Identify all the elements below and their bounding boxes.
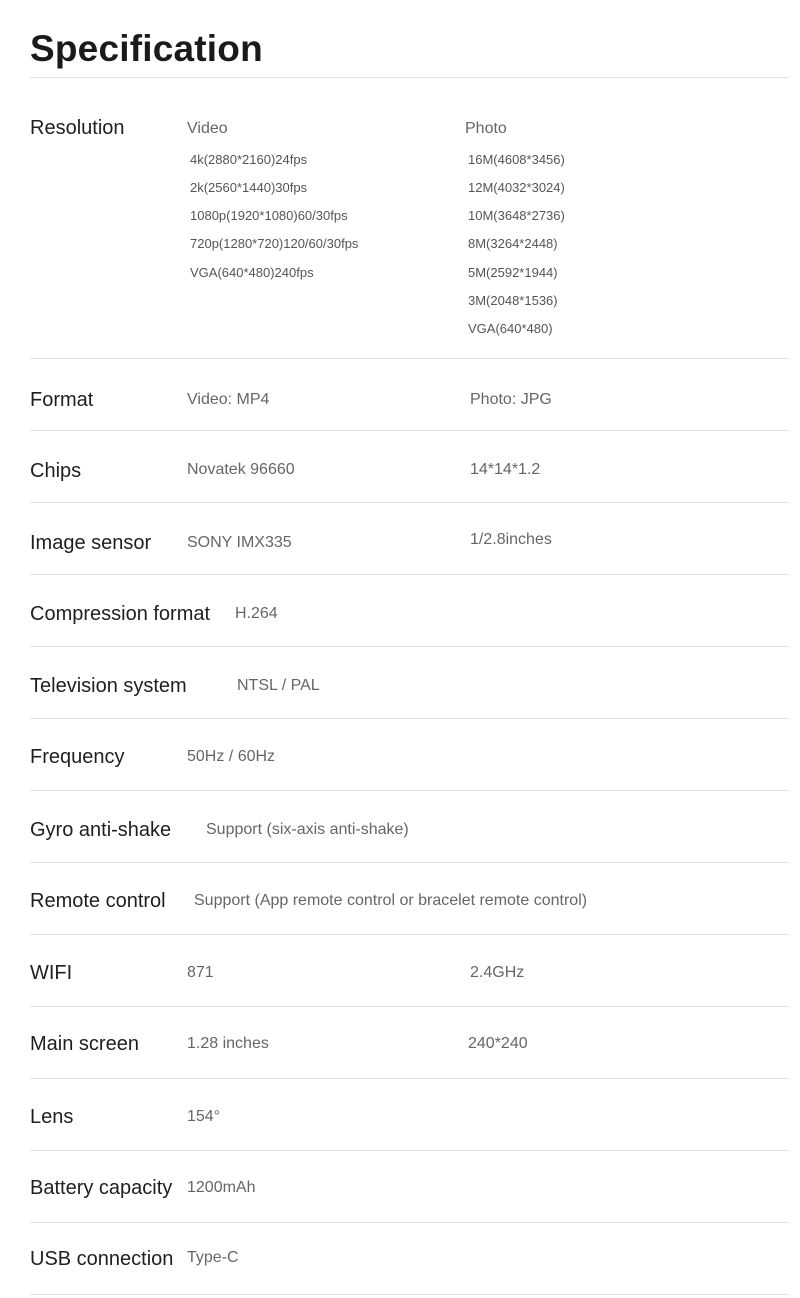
row-divider	[30, 1078, 789, 1079]
resolution-photo-heading: Photo	[465, 120, 507, 137]
spec-label-battery-capacity: Battery capacity	[30, 1177, 173, 1199]
spec-label-television-system: Television system	[30, 675, 187, 697]
video-resolution-item: 1080p(1920*1080)60/30fps	[190, 208, 348, 223]
row-divider	[30, 1294, 789, 1295]
spec-value-battery-capacity: 1200mAh	[187, 1179, 256, 1196]
resolution-video-heading: Video	[187, 120, 228, 137]
spec-label-frequency: Frequency	[30, 746, 125, 768]
spec-value-lens: 154°	[187, 1108, 221, 1125]
video-resolution-item: 4k(2880*2160)24fps	[190, 152, 308, 167]
photo-resolution-item: 5M(2592*1944)	[468, 265, 558, 280]
spec-label-image-sensor: Image sensor	[30, 532, 152, 554]
row-divider	[30, 1006, 789, 1007]
spec-label-chips: Chips	[30, 460, 82, 482]
spec-label-lens: Lens	[30, 1106, 74, 1128]
spec-value-image-sensor-size: 1/2.8inches	[470, 531, 552, 548]
row-divider	[30, 862, 789, 863]
spec-label-main-screen: Main screen	[30, 1033, 139, 1055]
spec-value-wifi-band: 2.4GHz	[470, 964, 525, 981]
spec-value-format-photo: Photo: JPG	[470, 391, 552, 408]
photo-resolution-item: VGA(640*480)	[468, 321, 553, 336]
spec-value-frequency: 50Hz / 60Hz	[187, 748, 276, 765]
spec-label-remote-control: Remote control	[30, 890, 166, 912]
spec-value-format-video: Video: MP4	[187, 391, 270, 408]
spec-value-wifi-chip: 871	[187, 964, 214, 981]
row-divider	[30, 502, 789, 503]
spec-label-wifi: WIFI	[30, 962, 73, 984]
photo-resolution-item: 8M(3264*2448)	[468, 236, 558, 251]
spec-value-main-screen-size: 1.28 inches	[187, 1035, 269, 1052]
photo-resolution-item: 10M(3648*2736)	[468, 208, 565, 223]
video-resolution-item: 720p(1280*720)120/60/30fps	[190, 236, 359, 251]
video-resolution-item: VGA(640*480)240fps	[190, 265, 314, 280]
page-title: Specification	[30, 28, 263, 69]
spec-value-remote-control: Support (App remote control or bracelet remote control)	[194, 892, 588, 909]
row-divider	[30, 1150, 789, 1151]
photo-resolution-item: 16M(4608*3456)	[468, 152, 565, 167]
title-divider	[30, 77, 789, 78]
spec-value-television-system: NTSL / PAL	[237, 677, 320, 694]
photo-resolution-item: 12M(4032*3024)	[468, 180, 565, 195]
row-divider	[30, 430, 789, 431]
spec-label-compression-format: Compression format	[30, 603, 211, 625]
row-divider	[30, 1222, 789, 1223]
spec-value-compression-format: H.264	[235, 605, 278, 622]
spec-value-image-sensor-model: SONY IMX335	[187, 534, 292, 551]
row-divider	[30, 718, 789, 719]
spec-value-gyro-anti-shake: Support (six-axis anti-shake)	[206, 821, 409, 838]
spec-value-chips-model: Novatek 96660	[187, 461, 295, 478]
row-divider	[30, 574, 789, 575]
spec-label-format: Format	[30, 389, 94, 411]
spec-label-gyro-anti-shake: Gyro anti-shake	[30, 819, 172, 841]
row-divider	[30, 790, 789, 791]
photo-resolution-item: 3M(2048*1536)	[468, 293, 558, 308]
row-divider	[30, 646, 789, 647]
spec-label-usb-connection: USB connection	[30, 1248, 174, 1270]
spec-value-main-screen-resolution: 240*240	[468, 1035, 528, 1052]
video-resolution-item: 2k(2560*1440)30fps	[190, 180, 308, 195]
row-divider	[30, 358, 789, 359]
spec-value-usb-connection: Type-C	[187, 1249, 239, 1266]
row-divider	[30, 934, 789, 935]
spec-value-chips-size: 14*14*1.2	[470, 461, 541, 478]
spec-label-resolution: Resolution	[30, 117, 125, 139]
